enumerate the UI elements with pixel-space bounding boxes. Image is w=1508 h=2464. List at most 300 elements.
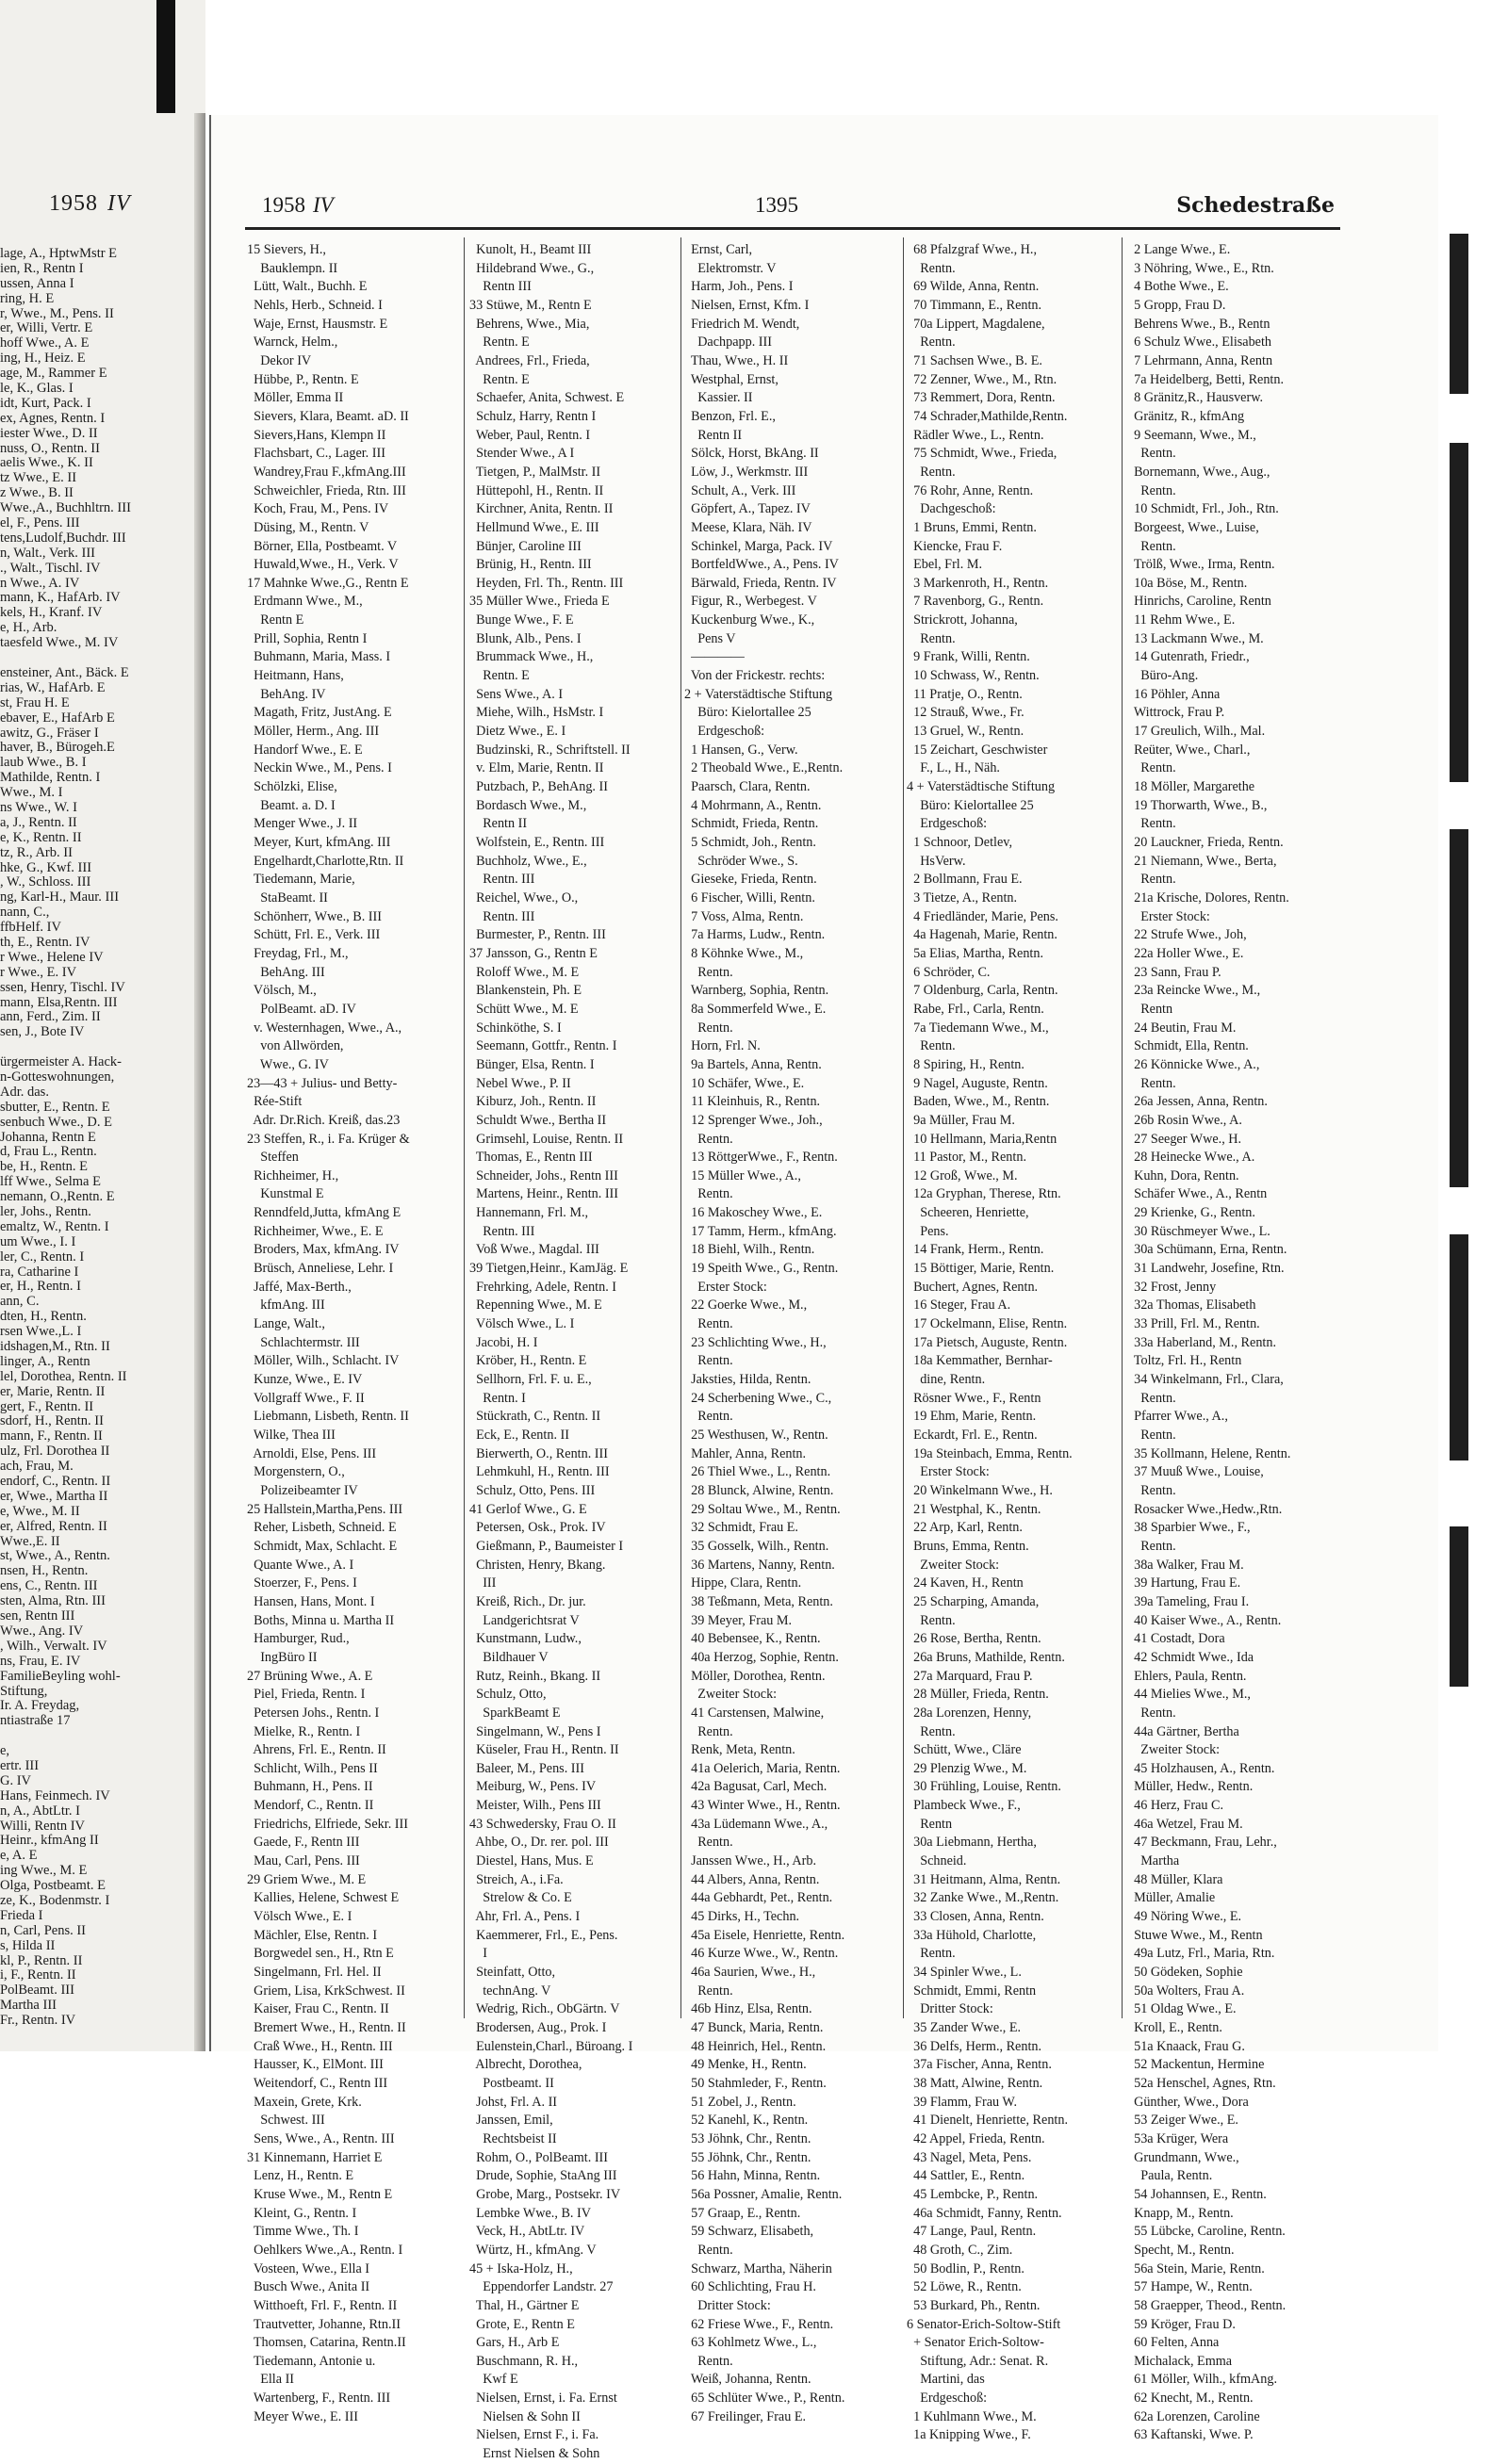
directory-entry: 76 Rohr, Anne, Rentn. [907, 482, 1034, 498]
directory-entry: Nielsen, Ernst F., i. Fa. [469, 2427, 599, 2443]
directory-entry: Meyer, Kurt, kfmAng. III [247, 835, 391, 850]
directory-entry: 38 Teßmann, Meta, Rentn. [684, 1593, 833, 1609]
directory-entry: Völsch Wwe., L. I [469, 1316, 575, 1332]
directory-entry: Schaefer, Anita, Schwest. E [469, 390, 625, 406]
directory-entry: 8 Köhnke Wwe., M., [684, 945, 804, 961]
directory-entry: 32a Thomas, Elisabeth [1127, 1297, 1256, 1314]
directory-entry: 41 Dienelt, Henriette, Rentn. [907, 2113, 1068, 2129]
facing-page-line: e, K., Rentn. II [0, 829, 82, 845]
directory-entry: 55 Lübcke, Caroline, Rentn. [1127, 2224, 1286, 2240]
directory-entry: Jaksties, Hilda, Rentn. [684, 1372, 811, 1388]
facing-page-line: er, Alfred, Rentn. II [0, 1518, 107, 1534]
directory-entry: Kiburz, Joh., Rentn. II [469, 1094, 597, 1110]
directory-entry: Schütt, Frl. E., Verk. III [247, 927, 381, 943]
directory-entry: 1a Knipping Wwe., F. [907, 2427, 1031, 2443]
directory-entry: Von der Frickestr. rechts: [684, 668, 826, 684]
directory-entry: 46a Wetzel, Frau M. [1127, 1816, 1243, 1832]
directory-entry: Rentn. III [469, 1223, 535, 1239]
directory-entry: 15 Zeichart, Geschwister [907, 742, 1048, 758]
directory-entry: Rentn. [1127, 482, 1176, 498]
directory-entry: Hamburger, Rud., [247, 1631, 350, 1647]
directory-entry: 39a Tameling, Frau I. [1127, 1593, 1250, 1609]
directory-entry: 22 Goerke Wwe., M., [684, 1297, 808, 1314]
directory-entry: Schütt Wwe., M. E [469, 1001, 579, 1017]
directory-entry: Mächler, Else, Rentn. I [247, 1927, 378, 1943]
directory-entry: 28 Blunck, Alwine, Rentn. [684, 1482, 834, 1498]
directory-entry: Brummack Wwe., H., [469, 649, 594, 665]
directory-entry: Landgerichtsrat V [469, 1612, 580, 1628]
directory-entry: 50 Bodlin, P., Rentn. [907, 2260, 1024, 2276]
directory-entry: 24 Kaven, H., Rentn [907, 1575, 1024, 1591]
directory-entry: Wilke, Thea III [247, 1428, 336, 1443]
directory-entry: 40 Kaiser Wwe., A., Rentn. [1127, 1612, 1282, 1628]
directory-entry: Buhmann, H., Pens. II [247, 1779, 373, 1795]
facing-page-line: ssen, Henry, Tischl. IV [0, 979, 125, 995]
directory-entry: Kröber, H., Rentn. E [469, 1353, 587, 1369]
facing-page-line: tz, R., Arb. II [0, 844, 73, 860]
directory-entry: Friedrich M. Wendt, [684, 316, 800, 332]
facing-page-line: FamilieBeyling wohl- [0, 1668, 121, 1684]
directory-entry: 2 + Vaterstädtische Stiftung [684, 686, 833, 702]
directory-entry: Wartenberg, F., Rentn. III [247, 2391, 391, 2407]
facing-page-line: ler, Johs., Rentn. [0, 1204, 91, 1219]
directory-entry: Kuckenburg Wwe., K., [684, 612, 815, 628]
directory-entry: Ebel, Frl. M. [907, 557, 982, 573]
facing-page-line: tz Wwe., E. II [0, 470, 77, 486]
directory-entry: 27a Marquard, Frau P. [907, 1668, 1033, 1684]
header-year [262, 193, 334, 218]
directory-entry: 31 Kinnemann, Harriet E [247, 2149, 383, 2165]
directory-entry: 35 Zander Wwe., E. [907, 2020, 1022, 2035]
directory-entry: Dekor IV [247, 352, 312, 368]
directory-entry: Dritter Stock: [907, 2001, 993, 2017]
directory-entry: Janssen, Emil, [469, 2113, 553, 2129]
directory-entry: Brodersen, Aug., Prok. I [469, 2020, 607, 2035]
directory-column-3 [684, 241, 897, 2424]
directory-entry: Andrees, Frl., Frieda, [469, 352, 590, 368]
directory-entry: Schmidt, Ella, Rentn. [1127, 1038, 1249, 1054]
directory-entry: 41 Costadt, Dora [1127, 1631, 1225, 1647]
directory-entry: 8a Sommerfeld Wwe., E. [684, 1001, 827, 1017]
facing-page-line: laub Wwe., B. I [0, 755, 87, 771]
facing-page-line: mann, K., HafArb. IV [0, 590, 121, 606]
directory-entry: 33 Closen, Anna, Rentn. [907, 1909, 1044, 1925]
directory-entry: Rösner Wwe., F., Rentn [907, 1390, 1041, 1406]
directory-entry: 49 Nöring Wwe., E. [1127, 1909, 1242, 1925]
directory-entry: Borgwedel sen., H., Rtn E [247, 1946, 394, 1962]
directory-entry: Vollgraff Wwe., F. II [247, 1390, 365, 1406]
facing-page-header [49, 191, 131, 217]
directory-entry: 9a Müller, Frau M. [907, 1112, 1015, 1128]
facing-page-line: linger, A., Rentn [0, 1353, 90, 1369]
directory-entry: Weiß, Johanna, Rentn. [684, 2372, 811, 2388]
facing-page-text [0, 245, 193, 2027]
directory-entry: Rentn. [1127, 1538, 1176, 1554]
directory-entry: Erdgeschoß: [907, 2391, 988, 2407]
directory-entry: 41 Gerlof Wwe., G. E [469, 1501, 587, 1517]
directory-entry: 9a Bartels, Anna, Rentn. [684, 1056, 822, 1072]
directory-entry: Zweiter Stock: [907, 1557, 1000, 1573]
facing-page-line: d, Frau L., Rentn. [0, 1144, 97, 1160]
directory-entry: Nehls, Herb., Schneid. I [247, 297, 383, 313]
directory-entry: Strelow & Co. E [469, 1890, 572, 1906]
directory-entry: 56a Stein, Marie, Rentn. [1127, 2260, 1265, 2276]
directory-entry: Baden, Wwe., M., Rentn. [907, 1094, 1050, 1110]
directory-entry: Reher, Lisbeth, Schneid. E [247, 1520, 397, 1536]
directory-entry: Rentn. [907, 1723, 956, 1739]
directory-entry: 46a Schmidt, Fanny, Rentn. [907, 2205, 1062, 2221]
directory-entry: 33a Haberland, M., Rentn. [1127, 1334, 1276, 1350]
directory-entry: Gränitz, R., kfmAng [1127, 408, 1245, 424]
directory-entry: Horn, Frl. N. [684, 1038, 761, 1054]
directory-entry: Seemann, Gottfr., Rentn. I [469, 1038, 617, 1054]
directory-entry: 32 Frost, Jenny [1127, 1279, 1217, 1295]
facing-page-line: ertr. III [0, 1757, 40, 1773]
facing-page-line: um Wwe., I. I [0, 1233, 76, 1249]
facing-page-line: mann, F., Rentn. II [0, 1428, 103, 1444]
directory-entry: Hansen, Hans, Mont. I [247, 1593, 375, 1609]
directory-entry: 15 Böttiger, Marie, Rentn. [907, 1261, 1055, 1277]
directory-entry: Brüsch, Anneliese, Lehr. I [247, 1261, 394, 1277]
directory-entry: kfmAng. III [247, 1297, 325, 1314]
directory-entry: Rentn. [684, 1316, 733, 1332]
directory-entry: Steffen [247, 1150, 299, 1166]
directory-entry: 24 Scherbening Wwe., C., [684, 1390, 832, 1406]
directory-entry: Drude, Sophie, StaAng III [469, 2168, 617, 2184]
directory-entry: Thomas, E., Rentn III [469, 1150, 593, 1166]
facing-page-line [0, 649, 193, 664]
directory-entry: Martini, das [907, 2372, 985, 2388]
directory-entry: Lehmkuhl, H., Rentn. III [469, 1464, 610, 1480]
directory-entry: Rentn. [907, 335, 956, 351]
directory-entry: Schütt, Wwe., Cläre [907, 1742, 1022, 1758]
facing-page-line: ring, H. E [0, 290, 55, 306]
facing-page-line: Mathilde, Rentn. I [0, 770, 101, 786]
facing-page-line: e, H., Arb. [0, 620, 57, 636]
directory-entry: Müller, Amalie [1127, 1890, 1216, 1906]
facing-page-line: r Wwe., E. IV [0, 964, 77, 980]
directory-entry: 8 Spiring, H., Rentn. [907, 1056, 1024, 1072]
directory-entry: 21 Westphal, K., Rentn. [907, 1501, 1041, 1517]
directory-entry: Kleint, G., Rentn. I [247, 2205, 357, 2221]
directory-entry: Erdgeschoß: [907, 816, 988, 832]
directory-entry: BehAng. III [247, 964, 325, 980]
directory-entry: 43 Winter Wwe., H., Rentn. [684, 1798, 841, 1814]
directory-entry: Erster Stock: [684, 1279, 767, 1295]
directory-entry: Pfarrer Wwe., A., [1127, 1409, 1228, 1425]
directory-entry: Rentn [907, 1816, 953, 1832]
directory-entry: 30 Rüschmeyer Wwe., L. [1127, 1223, 1270, 1239]
directory-entry: Tiedemann, Marie, [247, 872, 355, 888]
directory-entry: Rentn. [684, 964, 733, 980]
directory-entry: 53 Jöhnk, Chr., Rentn. [684, 2130, 811, 2146]
directory-entry: 18a Kemmather, Bernhar- [907, 1353, 1053, 1369]
directory-entry: 56 Hahn, Minna, Rentn. [684, 2168, 821, 2184]
facing-page-line: ler, C., Rentn. I [0, 1248, 85, 1265]
directory-entry: Steinfatt, Otto, [469, 1965, 556, 1981]
directory-entry: 11 Pratje, O., Rentn. [907, 686, 1023, 702]
directory-entry: 3 Markenroth, H., Rentn. [907, 575, 1049, 591]
directory-entry: Reüter, Wwe., Charl., [1127, 742, 1251, 758]
directory-entry: Bornemann, Wwe., Aug., [1127, 464, 1270, 480]
directory-entry: Grote, E., Rentn E [469, 2316, 575, 2332]
directory-entry: Ahbe, O., Dr. rer. pol. III [469, 1835, 609, 1851]
facing-page-line: , W., Schloss. III [0, 874, 91, 890]
directory-entry: Wwe., G. IV [247, 1056, 329, 1072]
directory-entry: Kunstmann, Ludw., [469, 1631, 582, 1647]
directory-entry: Bildhauer V [469, 1649, 549, 1665]
facing-page-line: sen, Rentn III [0, 1608, 75, 1624]
scan-bar [1450, 234, 1468, 394]
facing-page-line: hke, G., Kwf. III [0, 859, 92, 875]
directory-entry: 51a Knaack, Frau G. [1127, 2038, 1245, 2054]
directory-entry: Eppendorfer Landstr. 27 [469, 2279, 614, 2295]
facing-page-line: st, Frau H. E [0, 694, 70, 710]
facing-page-line: nemann, O.,Rentn. E [0, 1189, 115, 1205]
directory-entry: Sievers, Klara, Beamt. aD. II [247, 408, 409, 424]
directory-entry: 7 Ravenborg, G., Rentn. [907, 594, 1044, 610]
directory-entry: 28 Müller, Frieda, Rentn. [907, 1687, 1049, 1703]
directory-entry: 14 Gutenrath, Friedr., [1127, 649, 1250, 665]
directory-entry: 13 RöttgerWwe., F., Rentn. [684, 1150, 838, 1166]
directory-entry: 44 Albers, Anna, Rentn. [684, 1871, 820, 1887]
directory-entry: Koch, Frau, M., Pens. IV [247, 501, 389, 517]
directory-entry: Sölck, Horst, BkAng. II [684, 446, 819, 462]
facing-page-line: dten, H., Rentn. [0, 1309, 87, 1325]
directory-entry: Schmidt, Emmi, Rentn [907, 1983, 1037, 1999]
directory-entry: 44 Mielies Wwe., M., [1127, 1687, 1251, 1703]
directory-entry: Sens Wwe., A. I [469, 686, 564, 702]
directory-entry: Miehe, Wilh., HsMstr. I [469, 705, 604, 721]
directory-entry: 45 Holzhausen, A., Rentn. [1127, 1760, 1275, 1776]
directory-entry: 9 Frank, Willi, Rentn. [907, 649, 1030, 665]
facing-page-line: Ir. A. Freydag, [0, 1698, 80, 1714]
facing-page-line: Wwe., Ang. IV [0, 1623, 84, 1639]
directory-entry: Tietgen, P., MalMstr. II [469, 464, 601, 480]
directory-entry: Rentn III [469, 279, 532, 295]
directory-entry: Rentn. III [469, 908, 535, 924]
directory-entry: 4a Hagenah, Marie, Rentn. [907, 927, 1057, 943]
directory-entry: 52a Henschel, Agnes, Rtn. [1127, 2075, 1276, 2091]
directory-entry: Trölß, Wwe., Irma, Rentn. [1127, 557, 1275, 573]
directory-entry: Janssen Wwe., H., Arb. [684, 1853, 817, 1869]
directory-entry: Liebmann, Lisbeth, Rentn. II [247, 1409, 409, 1425]
directory-entry: 35 Kollmann, Helene, Rentn. [1127, 1445, 1291, 1461]
directory-entry: Rentn II [684, 427, 743, 443]
directory-entry: 3 Nöhring, Wwe., E., Rtn. [1127, 260, 1274, 276]
directory-entry: Schneider, Johs., Rentn III [469, 1167, 618, 1183]
directory-entry: 22 Strufe Wwe., Joh, [1127, 927, 1247, 943]
directory-entry: Kallies, Helene, Schwest E [247, 1890, 400, 1906]
directory-entry: Nielsen, Ernst, Kfm. I [684, 297, 810, 313]
directory-entry: Kuhn, Dora, Rentn. [1127, 1167, 1239, 1183]
directory-entry: Magath, Fritz, JustAng. E [247, 705, 392, 721]
directory-entry: Arnoldi, Else, Pens. III [247, 1445, 377, 1461]
directory-entry: 37 Jansson, G., Rentn E [469, 945, 598, 961]
directory-entry: 26 Thiel Wwe., L., Rentn. [684, 1464, 831, 1480]
directory-entry: Nebel Wwe., P. II [469, 1075, 571, 1091]
facing-page-line: lff Wwe., Selma E [0, 1174, 101, 1190]
directory-entry: Budzinski, R., Schriftstell. II [469, 742, 631, 758]
directory-entry: Schönherr, Wwe., B. III [247, 908, 382, 924]
directory-entry: 59 Kröger, Frau D. [1127, 2316, 1236, 2332]
directory-entry: Toltz, Frl. H., Rentn [1127, 1353, 1242, 1369]
directory-entry: 15 Sievers, H., [247, 242, 326, 257]
directory-entry: Erdgeschoß: [684, 724, 765, 740]
facing-page-line: ing Wwe., M. E [0, 1863, 88, 1879]
directory-entry: 28a Lorenzen, Henny, [907, 1705, 1032, 1721]
directory-entry: 16 Steger, Frau A. [907, 1297, 1011, 1314]
directory-entry: Christen, Henry, Bkang. [469, 1557, 606, 1573]
facing-page-line: e, Wwe., M. II [0, 1503, 80, 1519]
facing-page-line: idt, Kurt, Pack. I [0, 395, 91, 411]
directory-entry: Nielsen & Sohn II [469, 2408, 581, 2424]
facing-page-line: kels, H., Kranf. IV [0, 605, 103, 621]
directory-entry: 46a Saurien, Wwe., H., [684, 1965, 816, 1981]
directory-entry: 6 Fischer, Willi, Rentn. [684, 889, 815, 906]
directory-entry: Buchholz, Wwe., E., [469, 853, 587, 869]
directory-entry: 44a Gebhardt, Pet., Rentn. [684, 1890, 833, 1906]
directory-entry: Dietz Wwe., E. I [469, 724, 566, 740]
facing-page-line: Wwe.,E. II [0, 1533, 60, 1549]
directory-entry: Oehlkers Wwe.,A., Rentn. I [247, 2242, 403, 2258]
facing-page-line: n, Walt., Verk. III [0, 545, 95, 561]
directory-entry: 62 Knecht, M., Rentn. [1127, 2391, 1254, 2407]
directory-entry: 2 Theobald Wwe., E.,Rentn. [684, 760, 844, 776]
directory-entry: Engelhardt,Charlotte,Rtn. II [247, 853, 404, 869]
directory-entry: Hübbe, P., Rentn. E [247, 371, 359, 387]
directory-entry: 70a Lippert, Magdalene, [907, 316, 1045, 332]
directory-entry: 1 Hansen, G., Verw. [684, 742, 798, 758]
directory-entry: 17 Ockelmann, Elise, Rentn. [907, 1316, 1068, 1332]
facing-page-line: le, K., Glas. I [0, 381, 74, 397]
directory-entry: 36 Martens, Nanny, Rentn. [684, 1557, 835, 1573]
directory-entry: Lange, Walt., [247, 1316, 325, 1332]
directory-entry: Behrens Wwe., B., Rentn [1127, 316, 1270, 332]
directory-entry: 7a Harms, Ludw., Rentn. [684, 927, 826, 943]
facing-page-line: r, Wwe., M., Pens. II [0, 305, 114, 321]
directory-entry: Rabe, Frl., Carla, Rentn. [907, 1001, 1044, 1017]
directory-entry: Rentn. [684, 1186, 733, 1202]
facing-page-volume: IV [107, 191, 131, 216]
directory-entry: Behrens, Wwe., Mia, [469, 316, 590, 332]
directory-entry: Stoerzer, F., Pens. I [247, 1575, 357, 1591]
directory-entry: Hannemann, Frl. M., [469, 1205, 589, 1221]
directory-entry: Renk, Meta, Rentn. [684, 1742, 795, 1758]
directory-entry: 32 Zanke Wwe., M.,Rentn. [907, 1890, 1059, 1906]
directory-entry: 7a Heidelberg, Betti, Rentn. [1127, 371, 1285, 387]
directory-entry: Schinköthe, S. I [469, 1020, 562, 1036]
directory-entry: Gars, H., Arb E [469, 2335, 560, 2351]
facing-page-line: i, F., Rentn. II [0, 1967, 76, 1983]
directory-entry: Erster Stock: [1127, 908, 1210, 924]
facing-page-line: ulz, Frl. Dorothea II [0, 1444, 110, 1460]
directory-entry: 50a Wolters, Frau A. [1127, 1983, 1245, 1999]
directory-entry: v. Westernhagen, Wwe., A., [247, 1020, 402, 1036]
directory-entry: 32 Schmidt, Frau E. [684, 1520, 798, 1536]
directory-entry: 54 Johannsen, E., Rentn. [1127, 2186, 1267, 2202]
directory-entry: 23a Reincke Wwe., M., [1127, 983, 1261, 999]
directory-entry: Kunstmal E [247, 1186, 324, 1202]
directory-entry: Rentn. [1127, 446, 1176, 462]
directory-entry: Schweichler, Frieda, Rtn. III [247, 482, 406, 498]
directory-entry: Plambeck Wwe., F., [907, 1798, 1021, 1814]
directory-entry: Maxein, Grete, Krk. [247, 2094, 362, 2110]
directory-entry: Bärwald, Frieda, Rentn. IV [684, 575, 837, 591]
street-name: Schedestraße [1176, 193, 1335, 218]
directory-entry: 29 Krienke, G., Rentn. [1127, 1205, 1255, 1221]
directory-entry: 7a Tiedemann Wwe., M., [907, 1020, 1049, 1036]
directory-entry: 31 Heitmann, Alma, Rentn. [907, 1871, 1061, 1887]
directory-entry: Rentn. [684, 1020, 733, 1036]
facing-page-line: ntiastraße 17 [0, 1713, 71, 1729]
directory-entry: 37 Muuß Wwe., Louise, [1127, 1464, 1264, 1480]
directory-entry: 45a Eisele, Henriette, Rentn. [684, 1927, 845, 1943]
directory-entry: 67 Freilinger, Frau E. [684, 2408, 807, 2424]
facing-page-line: aelis Wwe., K. II [0, 455, 93, 471]
directory-entry: I [469, 1946, 487, 1962]
directory-entry: 16 Makoschey Wwe., E. [684, 1205, 823, 1221]
directory-entry: 10 Schwass, W., Rentn. [907, 668, 1040, 684]
directory-entry: Brünig, H., Rentn. III [469, 557, 592, 573]
directory-entry: 45 Dirks, H., Techn. [684, 1909, 800, 1925]
directory-entry: Petersen Johs., Rentn. I [247, 1705, 380, 1721]
directory-entry: Bünger, Elsa, Rentn. I [469, 1056, 595, 1072]
directory-entry: 49a Lutz, Frl., Maria, Rtn. [1127, 1946, 1275, 1962]
directory-entry: Heitmann, Hans, [247, 668, 344, 684]
facing-page-line: el, F., Pens. III [0, 515, 80, 531]
directory-entry: 42 Appel, Frieda, Rentn. [907, 2130, 1045, 2146]
directory-entry: Busch Wwe., Anita II [247, 2279, 370, 2295]
directory-entry: Morgenstern, O., [247, 1464, 345, 1480]
facing-page-year: 1958 [49, 191, 98, 216]
directory-entry: Gieseke, Frieda, Rentn. [684, 872, 817, 888]
facing-page-line: ens, C., Rentn. III [0, 1578, 98, 1594]
directory-entry: 61 Möller, Wilh., kfmAng. [1127, 2372, 1277, 2388]
directory-entry: 4 Friedländer, Marie, Pens. [907, 908, 1058, 924]
directory-entry: Jacobi, H. I [469, 1334, 538, 1350]
header-rule [245, 227, 1340, 230]
facing-page-line: ns Wwe., W. I [0, 799, 77, 815]
directory-entry: IngBüro II [247, 1649, 318, 1665]
column-separator [680, 237, 681, 2018]
directory-entry: Stückrath, C., Rentn. II [469, 1409, 601, 1425]
directory-entry: Rentn. [684, 2242, 733, 2258]
facing-page-line: gert, F., Rentn. II [0, 1398, 94, 1414]
directory-entry: Huwald,Wwe., H., Verk. V [247, 557, 399, 573]
directory-entry: 33 Prill, Frl. M., Rentn. [1127, 1316, 1260, 1332]
directory-entry: Trautvetter, Johanne, Rtn.II [247, 2316, 401, 2332]
directory-entry: Bordasch Wwe., M., [469, 797, 587, 813]
directory-entry: 63 Kohlmetz Wwe., L., [684, 2335, 817, 2351]
facing-page-line: Stiftung, [0, 1683, 48, 1699]
facing-page-line: rsen Wwe.,L. I [0, 1324, 82, 1340]
directory-entry: 23 Sann, Frau P. [1127, 964, 1221, 980]
directory-entry: Lütt, Walt., Buchh. E [247, 279, 368, 295]
directory-entry: 50 Stahmleder, F., Rentn. [684, 2075, 827, 2091]
directory-entry: Rentn. [1127, 1482, 1176, 1498]
directory-entry: Ahrens, Frl. E., Rentn. II [247, 1742, 386, 1758]
facing-page-line: Martha III [0, 1998, 57, 2014]
directory-entry: Benzon, Frl. E., [684, 408, 776, 424]
directory-entry: Rentn. E [469, 371, 530, 387]
facing-page-line: n, Carl, Pens. II [0, 1922, 87, 1938]
directory-entry: Bremert Wwe., H., Rentn. II [247, 2020, 406, 2035]
facing-page-line: kl, P., Rentn. II [0, 1952, 83, 1968]
directory-column-2 [469, 241, 679, 2462]
directory-entry: Polizeibeamter IV [247, 1482, 358, 1498]
directory-entry: 6 Senator-Erich-Soltow-Stift [907, 2316, 1061, 2332]
